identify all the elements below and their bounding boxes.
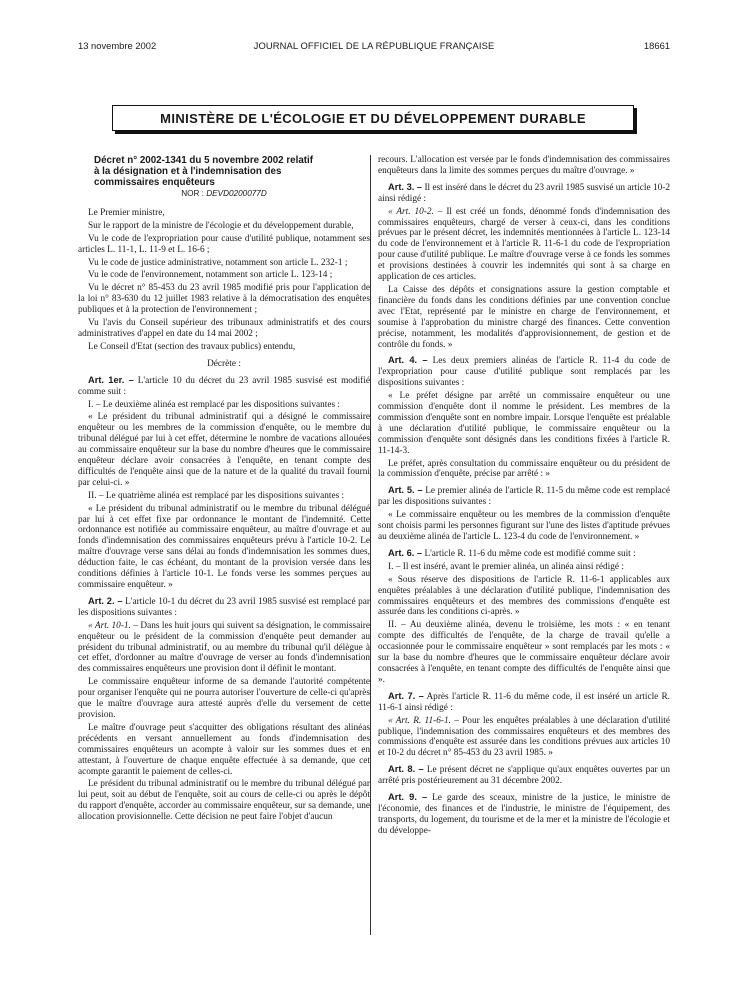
article-5-paragraph: « Le commissaire enquêteur ou les membres de la commission d'enquête sont choisis parmi les personnes figurant sur l'une des listes d'aptitude prévues au deuxième alinéa de l'article L. 123-4 du code de l'environnement. » [378, 510, 670, 542]
article-6-text: L'article R. 11-6 du même code est modifié comme suit : [424, 548, 636, 559]
header-journal-title: JOURNAL OFFICIEL DE LA RÉPUBLIQUE FRANÇAISE [253, 40, 495, 51]
article-2-paragraph: Le maître d'ouvrage peut s'acquitter des obligations résultant des alinéas précédents en versant annuellement au fonds d'indemnisation des commissaires enquêteurs un acompte à valoir sur les sommes dues et en attestant, à l'ouverture de chaque enquête effectuée à sa demande, que cet acompte garantit le paiement de celles-ci. [78, 722, 370, 777]
article-2-text: L'article 10-1 du décret du 23 avril 1985 susvisé est remplacé par les dispositions suivantes : [78, 596, 370, 618]
article-9 [378, 792, 670, 837]
left-column [78, 155, 370, 825]
article-8-label: Art. 8. – [388, 764, 424, 775]
article-7-label: Art. 7. – [388, 690, 424, 701]
preamble-paragraph: Vu le code de l'expropriation pour cause d'utilité publique, notamment ses articles L. 11-1, L. 11-9 et L. 16-6 ; [78, 233, 370, 255]
article-5 [378, 485, 670, 508]
article-3 [378, 182, 670, 205]
article-6 [378, 548, 670, 560]
article-1-paragraph: II. – Le quatrième alinéa est remplacé par les dispositions suivantes : [88, 490, 345, 501]
article-3-label: Art. 3. – [388, 181, 423, 192]
article-6-paragraph: I. – Il est inséré, avant le premier alinéa, un alinéa ainsi rédigé : [388, 561, 624, 572]
article-2-paragraph: Le président du tribunal administratif ou le membre du tribunal délégué par lui peut, soit au début de l'enquête, soit au cours de celle-ci ou après le dépôt du rapport d'enquête, accorder au commissaire enquêteur, sur sa demande, une allocation provisionnelle. Cette décision ne peut faire l'objet d'aucun [78, 779, 370, 823]
article-7-text: Après l'article R. 11-6 du même code, il est inséré un article R. 11-6-1 ainsi rédigé : [378, 691, 670, 713]
article-6-paragraph: « Sous réserve des dispositions de l'article R. 11-6-1 applicables aux enquêtes préalables à une déclaration d'utilité publique, l'indemnisation des commissaires enquêteurs et des membres des commissions d'enquête est assurée dans les conditions ci-après. » [378, 574, 670, 618]
article-7 [378, 691, 670, 714]
article-4-paragraph: « Le préfet désigne par arrêté un commissaire enquêteur ou une commission d'enquête dont il nomme le président. Les membres de la commission d'enquête sont en nombre impair. Lorsque l'enquête est préalable à une déclaration d'utilité publique, le commissaire enquêteur ou la commission d'enquête sont désignés dans les conditions fixées à l'article R. 11-14-3. [378, 391, 670, 456]
preamble-paragraph: Vu l'avis du Conseil supérieur des tribunaux administratifs et des cours administratives d'appel en date du 14 mai 2002 ; [78, 318, 370, 339]
article-3-text: Il est inséré dans le décret du 23 avril 1985 susvisé un article 10-2 ainsi rédigé : [378, 182, 670, 204]
nor-reference [78, 189, 370, 200]
continued-paragraph: recours. L'allocation est versée par le fonds d'indemnisation des commissaires enquêteurs dans la limite des sommes perçues du maître d'ouvrage. » [378, 155, 670, 176]
article-1-text: L'article 10 du décret du 23 avril 1985 susvisé est modifié comme suit : [78, 375, 370, 397]
article-1-paragraph: I. – Le deuxième alinéa est remplacé par les dispositions suivantes : [88, 399, 340, 410]
article-7-paragraph-text: – Pour les enquêtes préalables à une déclaration d'utilité publique, l'indemnisation des commissaires enquêteurs et des membres des commissions d'enquête est assurée dans les conditions prévues aux articles 10 et 10-2 du décret n° 85-453 du 23 avril 1985. » [378, 715, 671, 759]
right-column [378, 155, 670, 839]
article-1-paragraph: « Le président du tribunal administratif ou le membre du tribunal délégué par lui à cet effet fixe par ordonnance le montant de l'indemnité. Cette ordonnance est notifiée au commissaire enquêteur, au maître d'ouvrage et au fonds d'indemnisation des commissaires enquêteurs prévu à l'article 10-2. Le maître d'ouvrage verse sans délai au fonds d'indemnisation les sommes dues, déduction faite, le cas échéant, du montant de la provision versée dans les conditions définies à l'article 10-1. Le fonds verse les sommes perçues au commissaire enquêteur. » [78, 503, 370, 590]
preamble-paragraph: Vu le décret n° 85-453 du 23 avril 1985 modifié pris pour l'application de la loi n° 83-630 du 12 juillet 1983 relative à la démocratisation des enquêtes publiques et à la protection de l'environnement ; [78, 283, 370, 316]
header-date: 13 novembre 2002 [78, 40, 157, 51]
article-5-label: Art. 5. – [388, 485, 423, 496]
article-7-ref: « Art. R. 11-6-1. [388, 715, 451, 726]
article-1 [78, 375, 370, 398]
article-6-label: Art. 6. – [388, 547, 423, 558]
article-4 [378, 355, 670, 389]
article-9-label: Art. 9. – [388, 792, 428, 803]
article-2 [78, 596, 370, 619]
article-3-paragraph-text: – Il est créé un fonds, dénommé fonds d'indemnisation des commissaires enquêteurs, chargé de verser à ceux-ci, dans les conditions prévues par le présent décret, les indemnités mentionnées à l'article L. 123-14 du code de l'environnement et à l'article R. 11-6-1 du code de l'expropriation pour cause d'utilité publique. Le maître d'ouvrage verse à ce fonds les sommes et provisions destinées à couvrir les indemnités qui sont à sa charge en application de ces articles. [378, 206, 670, 283]
decree-title-line2: à la désignation et à l'indemnisation des [94, 166, 282, 177]
article-2-ref: « Art. 10-1. [88, 620, 131, 631]
preamble-paragraph: Le Premier ministre, [88, 207, 165, 218]
preamble-paragraph: Sur le rapport de la ministre de l'écologie et du développement durable, [88, 220, 354, 231]
article-7-paragraph [378, 716, 670, 760]
article-3-ref: « Art. 10-2. [388, 206, 434, 217]
article-2-paragraph-text: – Dans les huit jours qui suivent sa désignation, le commissaire enquêteur ou le président de la commission d'enquête peut demander au président du tribunal administratif, ou au membre du tribunal qu'il délègue à cet effet, d'ordonner au maître d'ouvrage de verser au fonds d'indemnisation des commissaires enquêteurs une provision dont il définit le montant. [78, 620, 370, 675]
decree-title [84, 155, 370, 188]
article-8 [378, 764, 670, 787]
article-4-paragraph: Le préfet, après consultation du commissaire enquêteur ou du président de la commission d'enquête, précise par arrêté : » [378, 458, 670, 480]
article-2-paragraph [78, 621, 370, 676]
preamble-paragraph: Le Conseil d'Etat (section des travaux publics) entendu, [88, 341, 296, 352]
decree-title-line1: Décret n° 2002-1341 du 5 novembre 2002 relatif [94, 155, 314, 166]
nor-label: NOR : [181, 189, 204, 198]
header-page-number: 18661 [643, 40, 670, 51]
article-6-paragraph: II. – Au deuxième alinéa, devenu le troisième, les mots : « en tenant compte des difficultés de l'enquête, de la charge de travail qu'elle a occasionnée pour le commissaire enquêteur » sont remplacés par les mots : « sur la base du nombre d'heures que le commissaire enquêteur déclare avoir consacrées à l'enquête, en tenant compte des difficultés de l'enquête ainsi que ». [378, 620, 670, 685]
column-divider [370, 155, 371, 935]
article-4-label: Art. 4. – [388, 355, 428, 366]
article-4-text: Les deux premiers alinéas de l'article R. 11-4 du code de l'expropriation pour cause d'utilité publique sont remplacés par les dispositions suivantes : [378, 356, 670, 389]
article-3-paragraph [378, 207, 670, 283]
ministry-banner: MINISTÈRE DE L'ÉCOLOGIE ET DU DÉVELOPPEMENT DURABLE [112, 105, 634, 131]
article-1-label: Art. 1er. – [88, 374, 134, 385]
article-1-paragraph: « Le président du tribunal administratif qui a désigné le commissaire enquêteur ou les membres de la commission d'enquête, ou le membre du tribunal délégué par lui à cet effet, détermine le nombre de vacations allouées au commissaire enquêteur sur la base du nombre d'heures que le commissaire enquêteur déclare avoir consacrées à l'enquête, en tenant compte des difficultés de l'enquête ainsi que de la nature et de la qualité du travail fourni par celui-ci. » [78, 412, 370, 488]
preamble-paragraph: Vu le code de justice administrative, notamment son article L. 232-1 ; [88, 257, 348, 268]
decree-title-line3: commissaires enquêteurs [94, 177, 215, 188]
article-3-paragraph: La Caisse des dépôts et consignations assure la gestion comptable et financière du fonds dans les conditions définies par une convention conclue avec l'Etat, représenté par le ministre en charge de l'environnement, et soumise à l'approbation du ministre chargé des finances. Cette convention précise, notamment, les modalités d'approvisionnement, de gestion et de contrôle du fonds. » [378, 284, 670, 350]
article-2-paragraph: Le commissaire enquêteur informe de sa demande l'autorité compétente pour organiser l'enquête qui ne pourra autoriser l'ouverture de celle-ci qu'après que le maître d'ouvrage aura attesté auprès d'elle du versement de cette provision. [78, 677, 370, 720]
nor-code: DEVD0200077D [206, 189, 267, 198]
article-8-text: Le présent décret ne s'applique qu'aux enquêtes ouvertes par un arrêté pris postérieurement au 31 décembre 2002. [378, 765, 670, 787]
article-5-text: Le premier alinéa de l'article R. 11-5 du même code est remplacé par les dispositions suivantes : [378, 486, 670, 508]
article-2-label: Art. 2. – [88, 595, 123, 606]
preamble-paragraph: Vu le code de l'environnement, notamment son article L. 123-14 ; [88, 270, 333, 281]
decrete-heading: Décrète : [207, 358, 241, 369]
article-9-text: Le garde des sceaux, ministre de la justice, le ministre de l'économie, des finances et de l'industrie, le ministre de l'équipement, des transports, du logement, du tourisme et de la mer et la ministre de l'écologie et du développe- [378, 793, 670, 836]
page-header [78, 40, 670, 54]
